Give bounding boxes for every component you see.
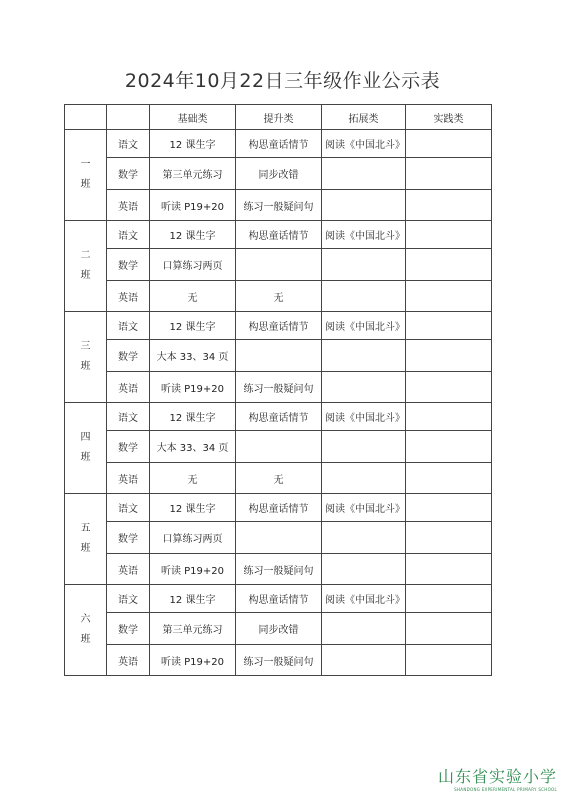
table-row — [65, 340, 492, 372]
practice-cell — [406, 522, 492, 554]
expand-cell: 阅读《中国北斗》 — [322, 130, 406, 158]
class-name-char: 四 — [80, 432, 91, 443]
practice-cell — [406, 645, 492, 676]
basic-cell: 12 课生字 — [150, 130, 236, 158]
improve-cell: 构思童话情节 — [236, 221, 322, 249]
practice-cell — [406, 221, 492, 249]
expand-cell — [322, 158, 406, 190]
header-row — [65, 105, 492, 130]
class-name-char: 五 — [80, 523, 91, 534]
header-cell-improve: 提升类 — [236, 105, 322, 130]
class-name-char: 班 — [80, 634, 91, 645]
class-name-cell — [65, 130, 107, 221]
table-row — [65, 645, 492, 676]
header-cell-practice: 实践类 — [406, 105, 492, 130]
improve-cell: 练习一般疑问句 — [236, 645, 322, 676]
expand-cell — [322, 645, 406, 676]
class-name-cell — [65, 312, 107, 403]
basic-cell: 12 课生字 — [150, 585, 236, 613]
subject-cell: 数学 — [107, 249, 150, 281]
basic-cell: 第三单元练习 — [150, 613, 236, 645]
improve-cell — [236, 340, 322, 372]
table-row — [65, 463, 492, 494]
class-name-char: 班 — [80, 179, 91, 190]
practice-cell — [406, 158, 492, 190]
basic-cell: 12 课生字 — [150, 221, 236, 249]
table-row — [65, 522, 492, 554]
expand-cell — [322, 554, 406, 585]
practice-cell — [406, 340, 492, 372]
expand-cell — [322, 372, 406, 403]
class-name-cell — [65, 403, 107, 494]
expand-cell: 阅读《中国北斗》 — [322, 312, 406, 340]
class-name-char: 班 — [80, 361, 91, 372]
table-row — [65, 613, 492, 645]
subject-cell: 语文 — [107, 403, 150, 431]
improve-cell: 构思童话情节 — [236, 403, 322, 431]
basic-cell: 听读 P19+20 — [150, 372, 236, 403]
subject-cell: 语文 — [107, 494, 150, 522]
practice-cell — [406, 585, 492, 613]
improve-cell: 无 — [236, 281, 322, 312]
expand-cell: 阅读《中国北斗》 — [322, 403, 406, 431]
table-row — [65, 431, 492, 463]
subject-cell: 数学 — [107, 522, 150, 554]
practice-cell — [406, 312, 492, 340]
improve-cell — [236, 431, 322, 463]
practice-cell — [406, 463, 492, 494]
subject-cell: 英语 — [107, 190, 150, 221]
class-name-char: 班 — [80, 543, 91, 554]
table-row — [65, 190, 492, 221]
subject-cell: 英语 — [107, 372, 150, 403]
improve-cell: 构思童话情节 — [236, 585, 322, 613]
subject-cell: 语文 — [107, 130, 150, 158]
class-name-cell — [65, 494, 107, 585]
header-cell-basic: 基础类 — [150, 105, 236, 130]
school-logo-name: 山东省实验小学 — [437, 767, 557, 786]
homework-table — [64, 104, 492, 676]
practice-cell — [406, 403, 492, 431]
improve-cell: 练习一般疑问句 — [236, 190, 322, 221]
subject-cell: 英语 — [107, 463, 150, 494]
expand-cell — [322, 340, 406, 372]
practice-cell — [406, 190, 492, 221]
class-name-char: 班 — [80, 452, 91, 463]
class-name-char: 一 — [80, 159, 91, 170]
table-row — [65, 221, 492, 249]
expand-cell — [322, 613, 406, 645]
subject-cell: 数学 — [107, 613, 150, 645]
expand-cell: 阅读《中国北斗》 — [322, 221, 406, 249]
header-cell-expand: 拓展类 — [322, 105, 406, 130]
practice-cell — [406, 554, 492, 585]
basic-cell: 第三单元练习 — [150, 158, 236, 190]
class-name-cell — [65, 221, 107, 312]
subject-cell: 英语 — [107, 554, 150, 585]
expand-cell: 阅读《中国北斗》 — [322, 494, 406, 522]
expand-cell — [322, 249, 406, 281]
table-row — [65, 281, 492, 312]
basic-cell: 口算练习两页 — [150, 522, 236, 554]
improve-cell: 练习一般疑问句 — [236, 554, 322, 585]
table-row — [65, 158, 492, 190]
basic-cell: 12 课生字 — [150, 312, 236, 340]
practice-cell — [406, 281, 492, 312]
subject-cell: 英语 — [107, 645, 150, 676]
subject-cell: 数学 — [107, 340, 150, 372]
practice-cell — [406, 249, 492, 281]
expand-cell: 阅读《中国北斗》 — [322, 585, 406, 613]
basic-cell: 口算练习两页 — [150, 249, 236, 281]
school-logo-subtitle: SHANDONG EXPERIMENTAL PRIMARY SCHOOL — [454, 787, 557, 792]
basic-cell: 无 — [150, 281, 236, 312]
school-logo — [438, 764, 557, 792]
basic-cell: 听读 P19+20 — [150, 554, 236, 585]
practice-cell — [406, 431, 492, 463]
header-cell-class — [65, 105, 107, 130]
table-row — [65, 312, 492, 340]
class-name-char: 班 — [80, 270, 91, 281]
practice-cell — [406, 372, 492, 403]
class-name-char: 二 — [80, 250, 91, 261]
class-name-char: 三 — [80, 341, 91, 352]
subject-cell: 语文 — [107, 221, 150, 249]
expand-cell — [322, 431, 406, 463]
subject-cell: 英语 — [107, 281, 150, 312]
improve-cell: 构思童话情节 — [236, 130, 322, 158]
expand-cell — [322, 522, 406, 554]
basic-cell: 12 课生字 — [150, 494, 236, 522]
table-row — [65, 494, 492, 522]
basic-cell: 大本 33、34 页 — [150, 431, 236, 463]
improve-cell — [236, 249, 322, 281]
basic-cell: 无 — [150, 463, 236, 494]
table-row — [65, 130, 492, 158]
practice-cell — [406, 494, 492, 522]
page-title: 2024年10月22日三年级作业公示表 — [124, 70, 441, 92]
subject-cell: 数学 — [107, 158, 150, 190]
class-name-char: 六 — [80, 614, 91, 625]
subject-cell: 语文 — [107, 585, 150, 613]
practice-cell — [406, 130, 492, 158]
improve-cell: 无 — [236, 463, 322, 494]
expand-cell — [322, 190, 406, 221]
improve-cell: 同步改错 — [236, 613, 322, 645]
improve-cell: 同步改错 — [236, 158, 322, 190]
basic-cell: 听读 P19+20 — [150, 645, 236, 676]
improve-cell — [236, 522, 322, 554]
improve-cell: 构思童话情节 — [236, 494, 322, 522]
basic-cell: 大本 33、34 页 — [150, 340, 236, 372]
class-name-cell — [65, 585, 107, 676]
table-row — [65, 403, 492, 431]
expand-cell — [322, 463, 406, 494]
table-row — [65, 249, 492, 281]
practice-cell — [406, 613, 492, 645]
expand-cell — [322, 281, 406, 312]
header-cell-subject — [107, 105, 150, 130]
basic-cell: 听读 P19+20 — [150, 190, 236, 221]
subject-cell: 语文 — [107, 312, 150, 340]
subject-cell: 数学 — [107, 431, 150, 463]
improve-cell: 构思童话情节 — [236, 312, 322, 340]
improve-cell: 练习一般疑问句 — [236, 372, 322, 403]
table-row — [65, 554, 492, 585]
table-row — [65, 585, 492, 613]
basic-cell: 12 课生字 — [150, 403, 236, 431]
table-row — [65, 372, 492, 403]
